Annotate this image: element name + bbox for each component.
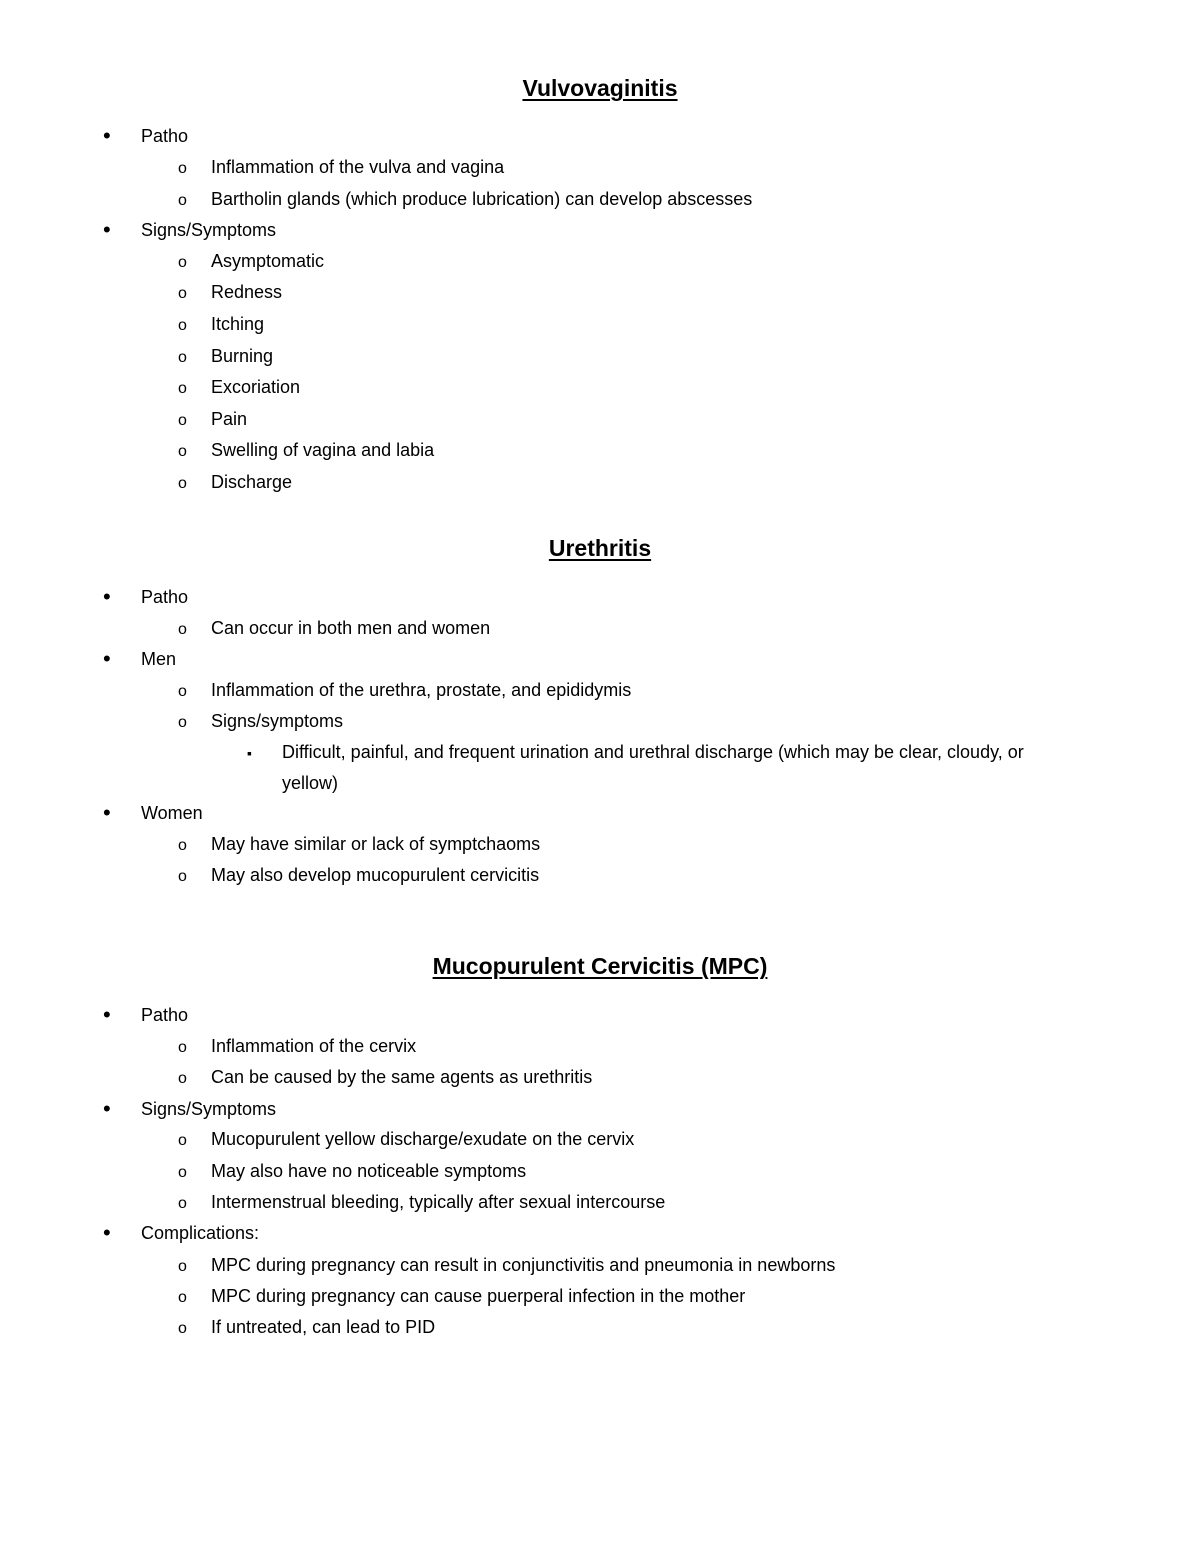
circle-bullet-icon bbox=[178, 1159, 187, 1185]
list-item: Can be caused by the same agents as urethritis bbox=[211, 1067, 593, 1087]
list-item: May also have no noticeable symptoms bbox=[211, 1161, 527, 1181]
list-item: Pain bbox=[211, 409, 248, 429]
square-bullet-icon bbox=[247, 740, 252, 765]
section-title-urethritis: Urethritis bbox=[548, 535, 652, 561]
bullet-icon bbox=[103, 801, 111, 826]
list-item: MPC during pregnancy can cause puerperal infection in the mother bbox=[211, 1286, 746, 1306]
list-item: Signs/Symptoms bbox=[141, 220, 277, 240]
circle-bullet-icon bbox=[178, 312, 187, 338]
circle-bullet-icon bbox=[178, 1284, 187, 1310]
list-item: Complications: bbox=[141, 1223, 260, 1243]
circle-bullet-icon bbox=[178, 1253, 187, 1279]
bullet-icon bbox=[103, 1003, 111, 1028]
list-item: Excoriation bbox=[211, 377, 301, 397]
list-item: May have similar or lack of symptchaoms bbox=[211, 834, 541, 854]
list-item: Men bbox=[141, 649, 177, 669]
bullet-icon bbox=[103, 1097, 111, 1122]
bullet-icon bbox=[103, 218, 111, 243]
circle-bullet-icon bbox=[178, 1034, 187, 1060]
list-item: Patho bbox=[141, 587, 189, 607]
circle-bullet-icon bbox=[178, 1127, 187, 1153]
list-item: Inflammation of the cervix bbox=[211, 1036, 417, 1056]
section-title-vulvovaginitis: Vulvovaginitis bbox=[522, 75, 678, 101]
list-item: Women bbox=[141, 803, 203, 823]
list-item-continuation: yellow) bbox=[282, 773, 339, 793]
list-item: Signs/symptoms bbox=[211, 711, 344, 731]
circle-bullet-icon bbox=[178, 1315, 187, 1341]
list-item: Patho bbox=[141, 126, 189, 146]
section-title-mucopurulent-cervicitis: Mucopurulent Cervicitis (MPC) bbox=[432, 953, 768, 979]
list-item: Mucopurulent yellow discharge/exudate on the cervix bbox=[211, 1129, 635, 1149]
list-item: Bartholin glands (which produce lubrication) can develop abscesses bbox=[211, 189, 753, 209]
circle-bullet-icon bbox=[178, 616, 187, 642]
circle-bullet-icon bbox=[178, 832, 187, 858]
list-item: MPC during pregnancy can result in conjunctivitis and pneumonia in newborns bbox=[211, 1255, 836, 1275]
circle-bullet-icon bbox=[178, 470, 187, 496]
list-item: Redness bbox=[211, 282, 283, 302]
list-item: Burning bbox=[211, 346, 274, 366]
circle-bullet-icon bbox=[178, 155, 187, 181]
bullet-icon bbox=[103, 585, 111, 610]
circle-bullet-icon bbox=[178, 438, 187, 464]
circle-bullet-icon bbox=[178, 187, 187, 213]
list-item: Signs/Symptoms bbox=[141, 1099, 277, 1119]
bullet-icon bbox=[103, 647, 111, 672]
circle-bullet-icon bbox=[178, 1065, 187, 1091]
circle-bullet-icon bbox=[178, 1190, 187, 1216]
list-item: Patho bbox=[141, 1005, 189, 1025]
circle-bullet-icon bbox=[178, 375, 187, 401]
bullet-icon bbox=[103, 1221, 111, 1246]
list-item: Inflammation of the vulva and vagina bbox=[211, 157, 505, 177]
circle-bullet-icon bbox=[178, 344, 187, 370]
list-item: Swelling of vagina and labia bbox=[211, 440, 435, 460]
circle-bullet-icon bbox=[178, 863, 187, 889]
list-item: Difficult, painful, and frequent urination and urethral discharge (which may be clear, cloudy, or bbox=[282, 742, 1024, 762]
circle-bullet-icon bbox=[178, 407, 187, 433]
circle-bullet-icon bbox=[178, 280, 187, 306]
circle-bullet-icon bbox=[178, 709, 187, 735]
circle-bullet-icon bbox=[178, 678, 187, 704]
list-item: Asymptomatic bbox=[211, 251, 325, 271]
list-item: If untreated, can lead to PID bbox=[211, 1317, 436, 1337]
list-item: Intermenstrual bleeding, typically after sexual intercourse bbox=[211, 1192, 666, 1212]
circle-bullet-icon bbox=[178, 249, 187, 275]
list-item: Itching bbox=[211, 314, 265, 334]
bullet-icon bbox=[103, 124, 111, 149]
list-item: May also develop mucopurulent cervicitis bbox=[211, 865, 540, 885]
list-item: Inflammation of the urethra, prostate, and epididymis bbox=[211, 680, 632, 700]
list-item: Discharge bbox=[211, 472, 293, 492]
list-item: Can occur in both men and women bbox=[211, 618, 491, 638]
